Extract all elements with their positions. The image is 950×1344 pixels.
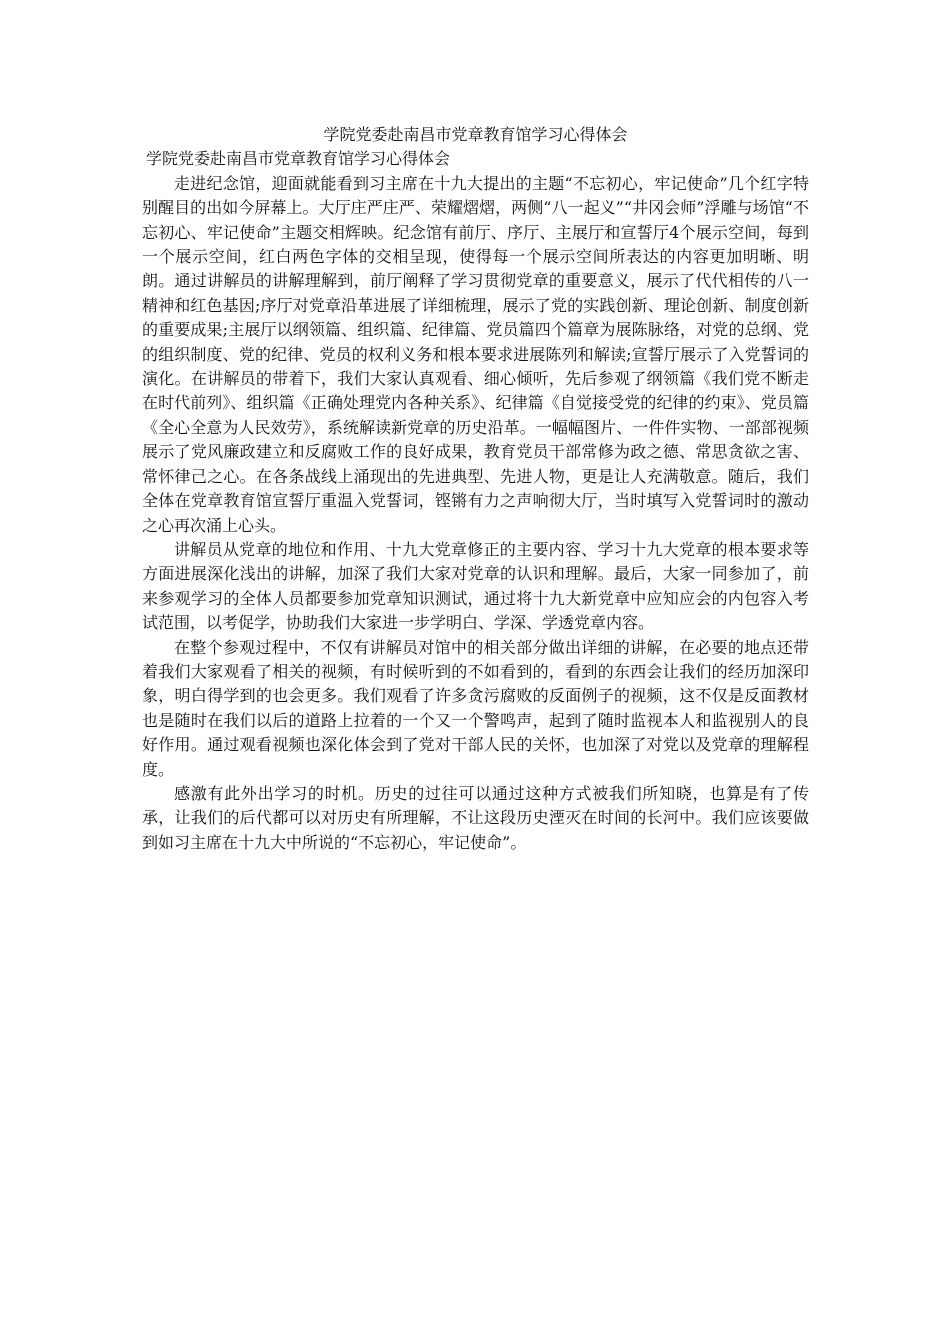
paragraph: 走进纪念馆，迎面就能看到习主席在十九大提出的主题“不忘初心，牢记使命”几个红字特别醒目的出如今屏幕上。大厅庄严庄严、荣耀熠熠，两侧“八一起义”“井冈会师”浮雕与场馆“不忘初心、牢记使命”主题交相辉映。纪念馆有前厅、序厅、主展厅和宣誓厅4个展示空间，每到一个展示空间，红白两色字体的交相呈现，使得每一个展示空间所表达的内容更加明晰、明朗。通过讲解员的讲解理解到，前厅阐释了学习贯彻党章的重要意义，展示了代代相传的八一精神和红色基因;序厅对党章沿革进展了详细梳理，展示了党的实践创新、理论创新、制度创新的重要成果;主展厅以纲领篇、组织篇、纪律篇、党员篇四个篇章为展陈脉络，对党的总纲、党的组织制度、党的纪律、党员的权利义务和根本要求进展陈列和解读;宣誓厅展示了入党誓词的演化。在讲解员的带着下，我们大家认真观看、细心倾听，先后参观了纲领篇《我们党不断走在时代前列》、组织篇《正确处理党内各种关系》、纪律篇《自觉接受党的纪律的约束》、党员篇《全心全意为人民效劳》，系统解读新党章的历史沿革。一幅幅图片、一件件实物、一部部视频展示了党风廉政建立和反腐败工作的良好成果，教育党员干部常修为政之德、常思贪欲之害、常怀律己之心。在各条战线上涌现出的先进典型、先进人物，更是让人充满敬意。随后，我们全体在党章教育馆宣誓厅重温入党誓词，铿锵有力之声响彻大厅，当时填写入党誓词时的激动之心再次涌上心头。: [142, 173, 809, 535]
document-title: 学院党委赴南昌市党章教育馆学习心得体会: [323, 125, 628, 144]
document-body: [142, 123, 809, 855]
paragraph: 感激有此外出学习的时机。历史的过往可以通过这种方式被我们所知晓，也算是有了传承，让我们的后代都可以对历史有所理解，不让这段历史湮灭在时间的长河中。我们应该要做到如习主席在十九大中所说的“不忘初心，牢记使命”。: [142, 783, 809, 852]
paragraph: 在整个参观过程中，不仅有讲解员对馆中的相关部分做出详细的讲解，在必要的地点还带着我们大家观看了相关的视频，有时候听到的不如看到的，看到的东西会让我们的经历加深印象，明白得学到的也会更多。我们观看了许多贪污腐败的反面例子的视频，这不仅是反面教材也是随时在我们以后的道路上拉着的一个又一个警鸣声，起到了随时监视本人和监视别人的良好作用。通过观看视频也深化体会到了党对干部人民的关怀，也加深了对党以及党章的理解程度。: [142, 637, 809, 779]
paragraph: 讲解员从党章的地位和作用、十九大党章修正的主要内容、学习十九大党章的根本要求等方面进展深化浅出的讲解，加深了我们大家对党章的认识和理解。最后，大家一同参加了，前来参观学习的全体人员都要参加党章知识测试，通过将十九大新党章中应知应会的内包容入考试范围，以考促学，协助我们大家进一步学明白、学深、学透党章内容。: [142, 539, 809, 633]
document-subtitle: 学院党委赴南昌市党章教育馆学习心得体会: [146, 149, 451, 169]
